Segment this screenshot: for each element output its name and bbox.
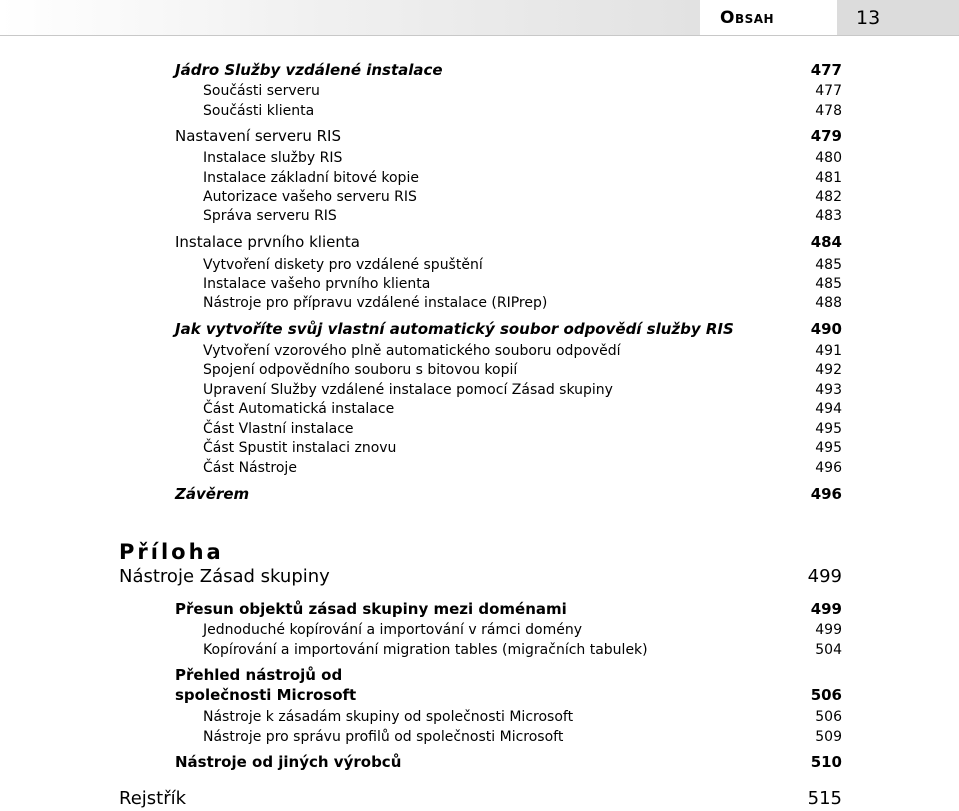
toc-subsection [0,274,959,294]
toc-subsection-label: Správa serveru RIS [203,208,337,224]
toc-section [0,61,959,81]
toc-subsection [0,341,959,361]
toc-subsection-label: Jednoduché kopírování a importování v rámci domény [203,622,583,638]
toc-subsection-label: Nástroje pro správu profilů od společnosti Microsoft [203,729,564,745]
toc-subsection-label: Součásti klienta [203,103,315,119]
toc-index [0,789,959,809]
toc-subsection-label: Část Vlastní instalace [203,421,354,437]
page-header [0,0,959,36]
toc-subsection-page: 509 [815,729,842,745]
toc-section-page: 499 [810,600,842,618]
toc-chapter-page: 499 [807,566,842,587]
header-page-number: 13 [856,7,881,29]
toc-subsection-label: Autorizace vašeho serveru RIS [203,189,417,205]
toc-subsection-page: 477 [815,83,842,99]
toc-chapter-label: Nástroje Zásad skupiny [119,566,330,587]
toc-subsection-label: Instalace služby RIS [203,150,343,166]
toc-subsection-page: 496 [815,460,842,476]
toc-subsection [0,293,959,313]
toc-subsection-page: 493 [815,382,842,398]
toc-section-page: 510 [810,753,842,771]
toc-section [0,666,959,686]
header-title: Obsah [720,8,775,28]
toc-subsection [0,380,959,400]
toc-subsection-label: Vytvoření vzorového plně automatického souboru odpovědí [203,343,621,359]
toc-subsection [0,101,959,121]
toc-subsection [0,727,959,747]
toc-section-label: Nástroje od jiných výrobců [175,753,402,771]
header-gradient [0,0,700,36]
toc-section-label: Nastavení serveru RIS [175,127,341,145]
toc-section-page: 490 [810,320,842,338]
toc-subsection [0,458,959,478]
toc-section-page: 479 [810,127,842,145]
toc-subsection-page: 494 [815,401,842,417]
toc-section-page: 477 [810,61,842,79]
toc-section-page: 484 [810,233,842,251]
toc-subsection-page: 492 [815,362,842,378]
toc-section-label: Instalace prvního klienta [175,233,360,251]
toc-index-label: Rejstřík [119,788,187,809]
toc-section-label: Přehled nástrojů od [175,666,343,684]
toc-subsection-label: Část Automatická instalace [203,401,395,417]
toc-subsection-label: Nástroje k zásadám skupiny od společnosti Microsoft [203,709,574,725]
toc-section-label: společnosti Microsoft [175,686,357,704]
toc-subsection-page: 495 [815,440,842,456]
toc-subsection-page: 491 [815,343,842,359]
toc-section-page: 506 [810,686,842,704]
toc-subsection-label: Část Spustit instalaci znovu [203,440,397,456]
toc-subsection-page: 495 [815,421,842,437]
toc-subsection-page: 482 [815,189,842,205]
toc-subsection [0,399,959,419]
toc-subsection-page: 480 [815,150,842,166]
header-separator [835,0,837,36]
toc-section-label: Přesun objektů zásad skupiny mezi doménami [175,600,567,618]
toc-subsection-label: Instalace vašeho prvního klienta [203,276,431,292]
toc-section [0,127,959,147]
toc-index-page: 515 [807,788,842,809]
toc-subsection-page: 485 [815,257,842,273]
toc-subsection-label: Součásti serveru [203,83,320,99]
toc-section [0,753,959,773]
toc-section-label: Jak vytvoříte svůj vlastní automatický soubor odpovědí služby RIS [175,320,734,338]
toc-section-label: Jádro Služby vzdálené instalace [175,61,443,79]
toc-subsection [0,148,959,168]
toc-subsection-label: Část Nástroje [203,460,297,476]
toc-subsection-label: Kopírování a importování migration tables (migračních tabulek) [203,642,648,658]
toc-chapter [0,567,959,587]
toc-section [0,600,959,620]
toc-section [0,485,959,505]
toc-subsection-page: 478 [815,103,842,119]
toc-subsection-page: 485 [815,276,842,292]
toc-subsection-label: Vytvoření diskety pro vzdálené spuštění [203,257,483,273]
toc-subsection-page: 506 [815,709,842,725]
toc-subsection [0,81,959,101]
toc-subsection-label: Instalace základní bitové kopie [203,170,419,186]
toc-subsection-label: Spojení odpovědního souboru s bitovou kopií [203,362,518,378]
toc-subsection [0,168,959,188]
toc-subsection [0,438,959,458]
toc-section-page: 496 [810,485,842,503]
toc-subsection-page: 488 [815,295,842,311]
toc-subsection-page: 481 [815,170,842,186]
toc-subsection-label: Upravení Služby vzdálené instalace pomocí Zásad skupiny [203,382,613,398]
toc-subsection [0,255,959,275]
part-title: Příloha [119,540,224,564]
toc-section [0,233,959,253]
toc-section [0,686,959,706]
toc-subsection [0,187,959,207]
toc-subsection-label: Nástroje pro přípravu vzdálené instalace (RIPrep) [203,295,548,311]
header-rule [0,35,959,36]
toc-subsection-page: 499 [815,622,842,638]
toc-subsection-page: 504 [815,642,842,658]
toc-subsection [0,640,959,660]
toc-subsection-page: 483 [815,208,842,224]
toc-subsection [0,360,959,380]
toc-section-label: Závěrem [175,485,250,503]
toc-subsection [0,707,959,727]
toc-subsection [0,620,959,640]
toc-subsection [0,419,959,439]
toc-section [0,320,959,340]
toc-subsection [0,206,959,226]
